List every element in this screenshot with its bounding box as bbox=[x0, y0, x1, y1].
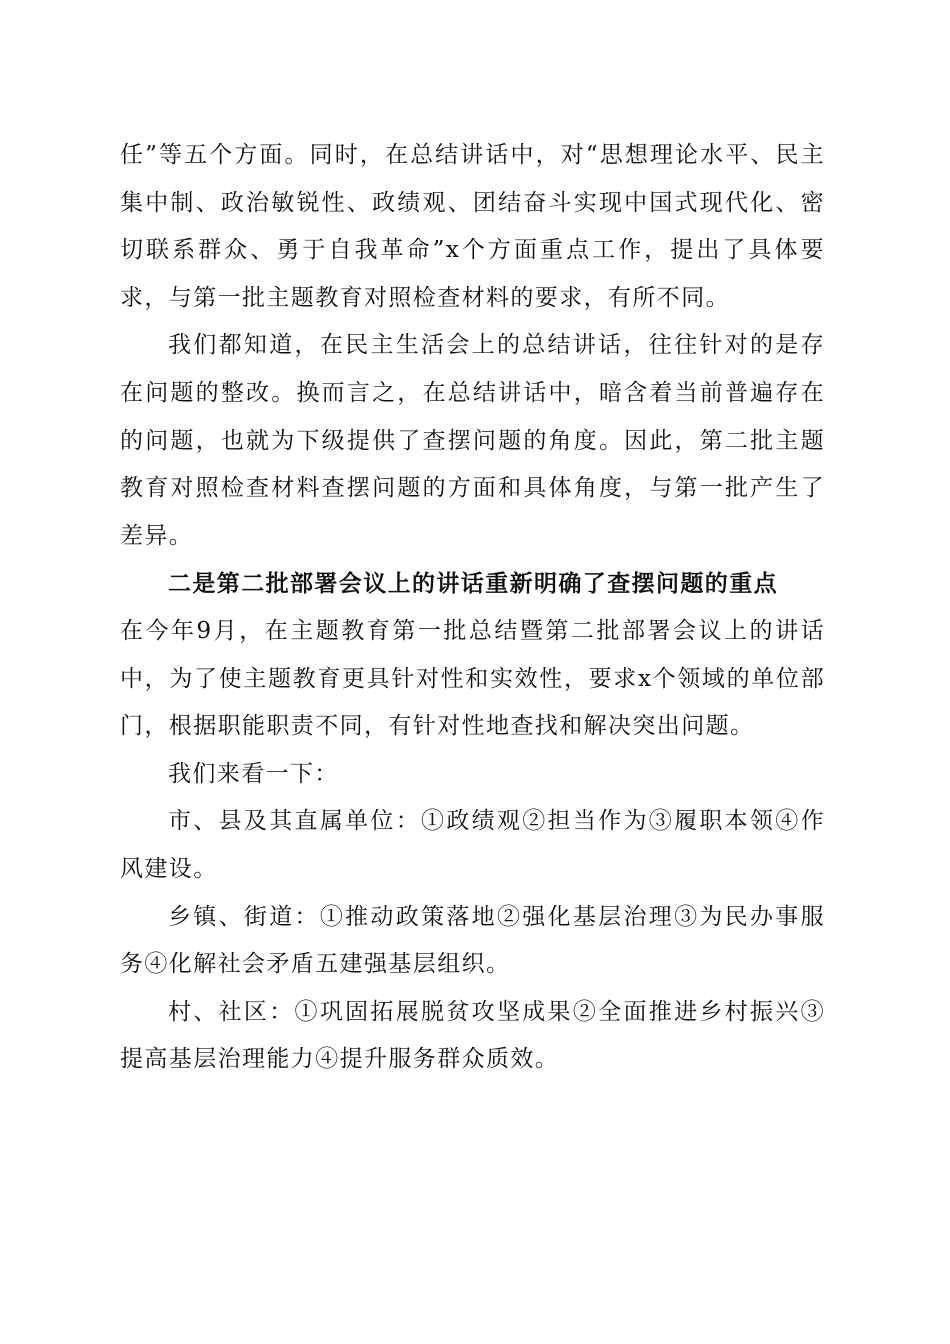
paragraph-summary-speech: 我们都知道，在民主生活会上的总结讲话，往往针对的是存在问题的整改。换而言之，在总结讲话中，暗含着当前普遍存在的问题，也就为下级提供了查摆问题的角度。因此，第二批主题教育对照检查材料查摆问题的方面和具体角度，与第一批产生了差异。 bbox=[120, 332, 825, 549]
paragraph-continuation: 任”等五个方面。同时，在总结讲话中，对“思想理论水平、民主集中制、政治敏锐性、政绩观、团结奋斗实现中国式现代化、密切联系群众、勇于自我革命”x个方面重点工作，提出了具体要求，与第一批主题教育对照检查材料的要求，有所不同。 bbox=[120, 142, 825, 311]
list-item-township-street: 乡镇、街道：①推动政策落地②强化基层治理③为民办事服务④化解社会矛盾五建强基层组织。 bbox=[120, 903, 825, 978]
section-heading: 二是第二批部署会议上的讲话重新明确了查摆问题的重点 bbox=[168, 570, 778, 598]
list-item-city-county: 市、县及其直属单位：①政绩观②担当作为③履职本领④作风建设。 bbox=[120, 808, 825, 882]
document-body bbox=[120, 132, 825, 1084]
list-item-village-community: 村、社区：①巩固拓展脱贫攻坚成果②全面推进乡村振兴③提高基层治理能力④提升服务群众质效。 bbox=[120, 998, 825, 1073]
paragraph-deployment-meeting: 在今年9月，在主题教育第一批总结暨第二批部署会议上的讲话中，为了使主题教育更具针对性和实效性，要求x个领域的单位部门，根据职能职责不同，有针对性地查找和解决突出问题。 bbox=[120, 617, 825, 740]
paragraph-intro-list: 我们来看一下： bbox=[168, 760, 339, 787]
